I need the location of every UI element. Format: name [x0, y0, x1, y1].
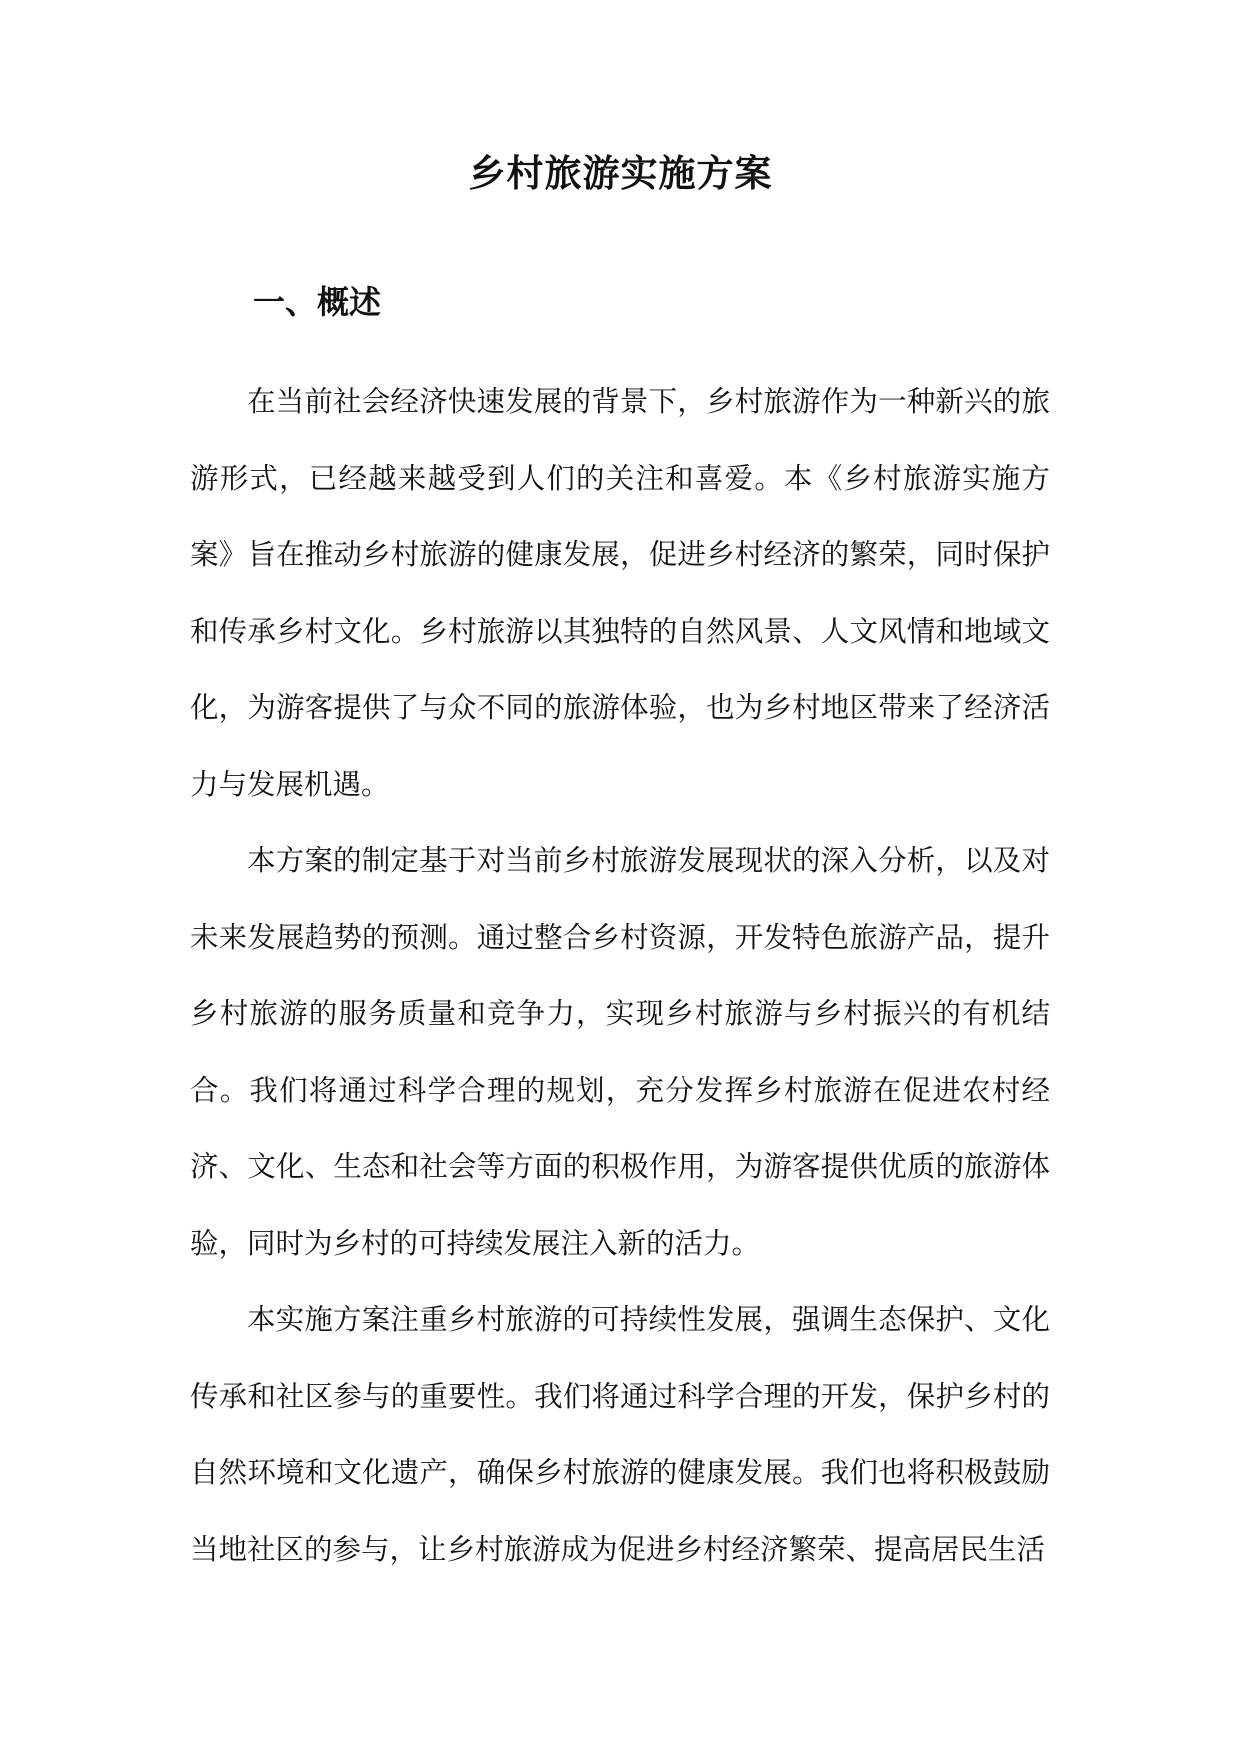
paragraph-1: 在当前社会经济快速发展的背景下，乡村旅游作为一种新兴的旅游形式，已经越来越受到人们的关注和喜爱。本《乡村旅游实施方案》旨在推动乡村旅游的健康发展，促进乡村经济的繁荣，同时保护和传承乡村文化。乡村旅游以其独特的自然风景、人文风情和地域文化，为游客提供了与众不同的旅游体验，也为乡村地区带来了经济活力与发展机遇。	[190, 385, 1050, 801]
paragraph-2: 本方案的制定基于对当前乡村旅游发展现状的深入分析，以及对未来发展趋势的预测。通过整合乡村资源，开发特色旅游产品，提升乡村旅游的服务质量和竞争力，实现乡村旅游与乡村振兴的有机结合。我们将通过科学合理的规划，充分发挥乡村旅游在促进农村经济、文化、生态和社会等方面的积极作用，为游客提供优质的旅游体验，同时为乡村的可持续发展注入新的活力。	[190, 844, 1050, 1260]
section-heading: 一、概述	[253, 283, 382, 321]
document-body	[190, 364, 1050, 1588]
document-title: 乡村旅游实施方案	[468, 151, 773, 195]
paragraph-3: 本实施方案注重乡村旅游的可持续性发展，强调生态保护、文化传承和社区参与的重要性。我们将通过科学合理的开发，保护乡村的自然环境和文化遗产，确保乡村旅游的健康发展。我们也将积极鼓励当地社区的参与，让乡村旅游成为促进乡村经济繁荣、提高居民生活	[190, 1303, 1050, 1566]
